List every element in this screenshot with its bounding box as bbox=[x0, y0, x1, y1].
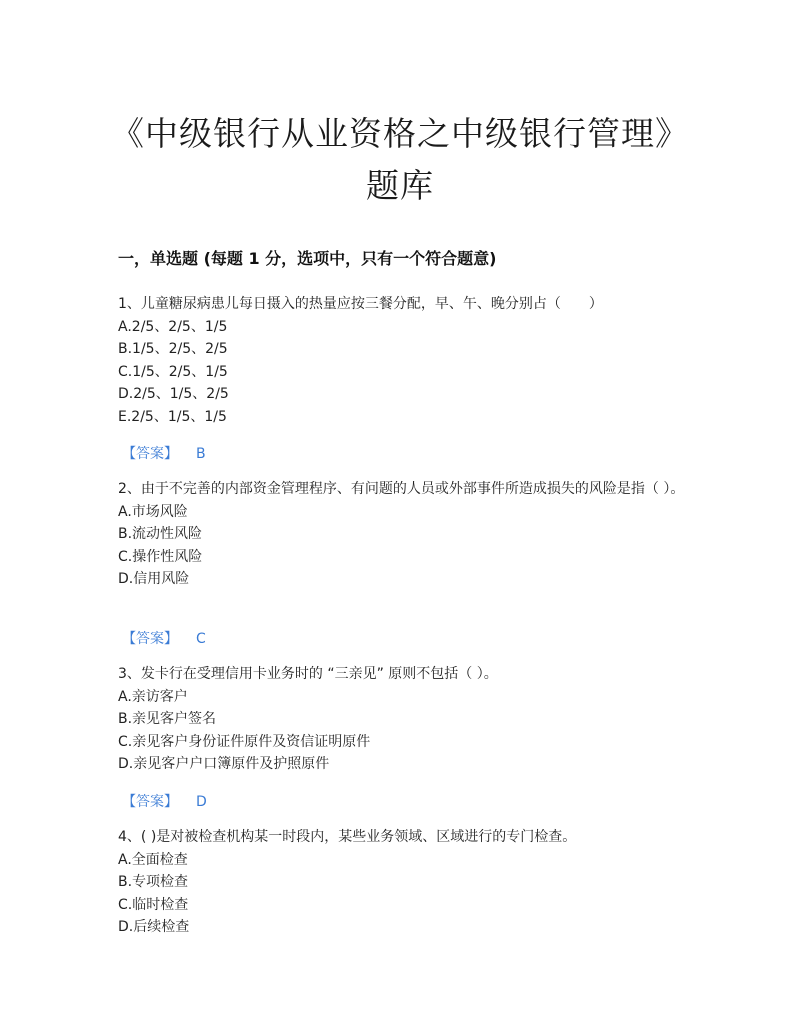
option-c: C.1/5、2/5、1/5 bbox=[118, 363, 228, 380]
answer-label: 【答案】 bbox=[122, 794, 178, 810]
section-heading: 一，单选题 (每题 1 分，选项中，只有一个符合题意) bbox=[118, 249, 497, 268]
question-text: 1、儿童糖尿病患儿每日摄入的热量应按三餐分配，早、午、晚分别占（ ） bbox=[118, 296, 603, 312]
answer-value: D bbox=[196, 794, 207, 810]
answer-1 bbox=[122, 443, 206, 463]
option-d: D.2/5、1/5、2/5 bbox=[118, 386, 229, 402]
option-c: C.亲见客户身份证件原件及资信证明原件 bbox=[118, 733, 371, 750]
question-2 bbox=[118, 478, 688, 591]
option-b: B.1/5、2/5、2/5 bbox=[118, 341, 228, 357]
question-text: 4、( )是对被检查机构某一时段内，某些业务领域、区域进行的专门检查。 bbox=[118, 829, 577, 845]
option-e: E.2/5、1/5、1/5 bbox=[118, 408, 227, 425]
option-a: A.亲访客户 bbox=[118, 688, 188, 705]
option-b: B.亲见客户签名 bbox=[118, 711, 217, 727]
option-d: D.后续检查 bbox=[118, 919, 190, 935]
question-text: 3、发卡行在受理信用卡业务时的 “三亲见” 原则不包括（ ）。 bbox=[118, 666, 498, 682]
option-a: A.2/5、2/5、1/5 bbox=[118, 318, 228, 335]
option-d: D.信用风险 bbox=[118, 571, 190, 587]
answer-label: 【答案】 bbox=[122, 631, 178, 647]
answer-2 bbox=[122, 628, 206, 648]
answer-label: 【答案】 bbox=[122, 446, 178, 462]
answer-value: C bbox=[196, 631, 206, 647]
option-d: D.亲见客户户口簿原件及护照原件 bbox=[118, 756, 330, 772]
option-a: A.全面检查 bbox=[118, 851, 188, 868]
question-1 bbox=[118, 293, 688, 428]
option-a: A.市场风险 bbox=[118, 503, 188, 520]
option-b: B.专项检查 bbox=[118, 874, 189, 890]
option-c: C.临时检查 bbox=[118, 896, 189, 913]
answer-value: B bbox=[196, 446, 206, 462]
question-4 bbox=[118, 826, 688, 939]
document-title: 《中级银行从业资格之中级银行管理》题库 bbox=[111, 114, 689, 205]
option-c: C.操作性风险 bbox=[118, 548, 203, 565]
answer-3 bbox=[122, 791, 207, 811]
question-text: 2、由于不完善的内部资金管理程序、有问题的人员或外部事件所造成损失的风险是指（ ）。 bbox=[118, 481, 685, 497]
option-b: B.流动性风险 bbox=[118, 526, 203, 542]
question-3 bbox=[118, 663, 688, 776]
